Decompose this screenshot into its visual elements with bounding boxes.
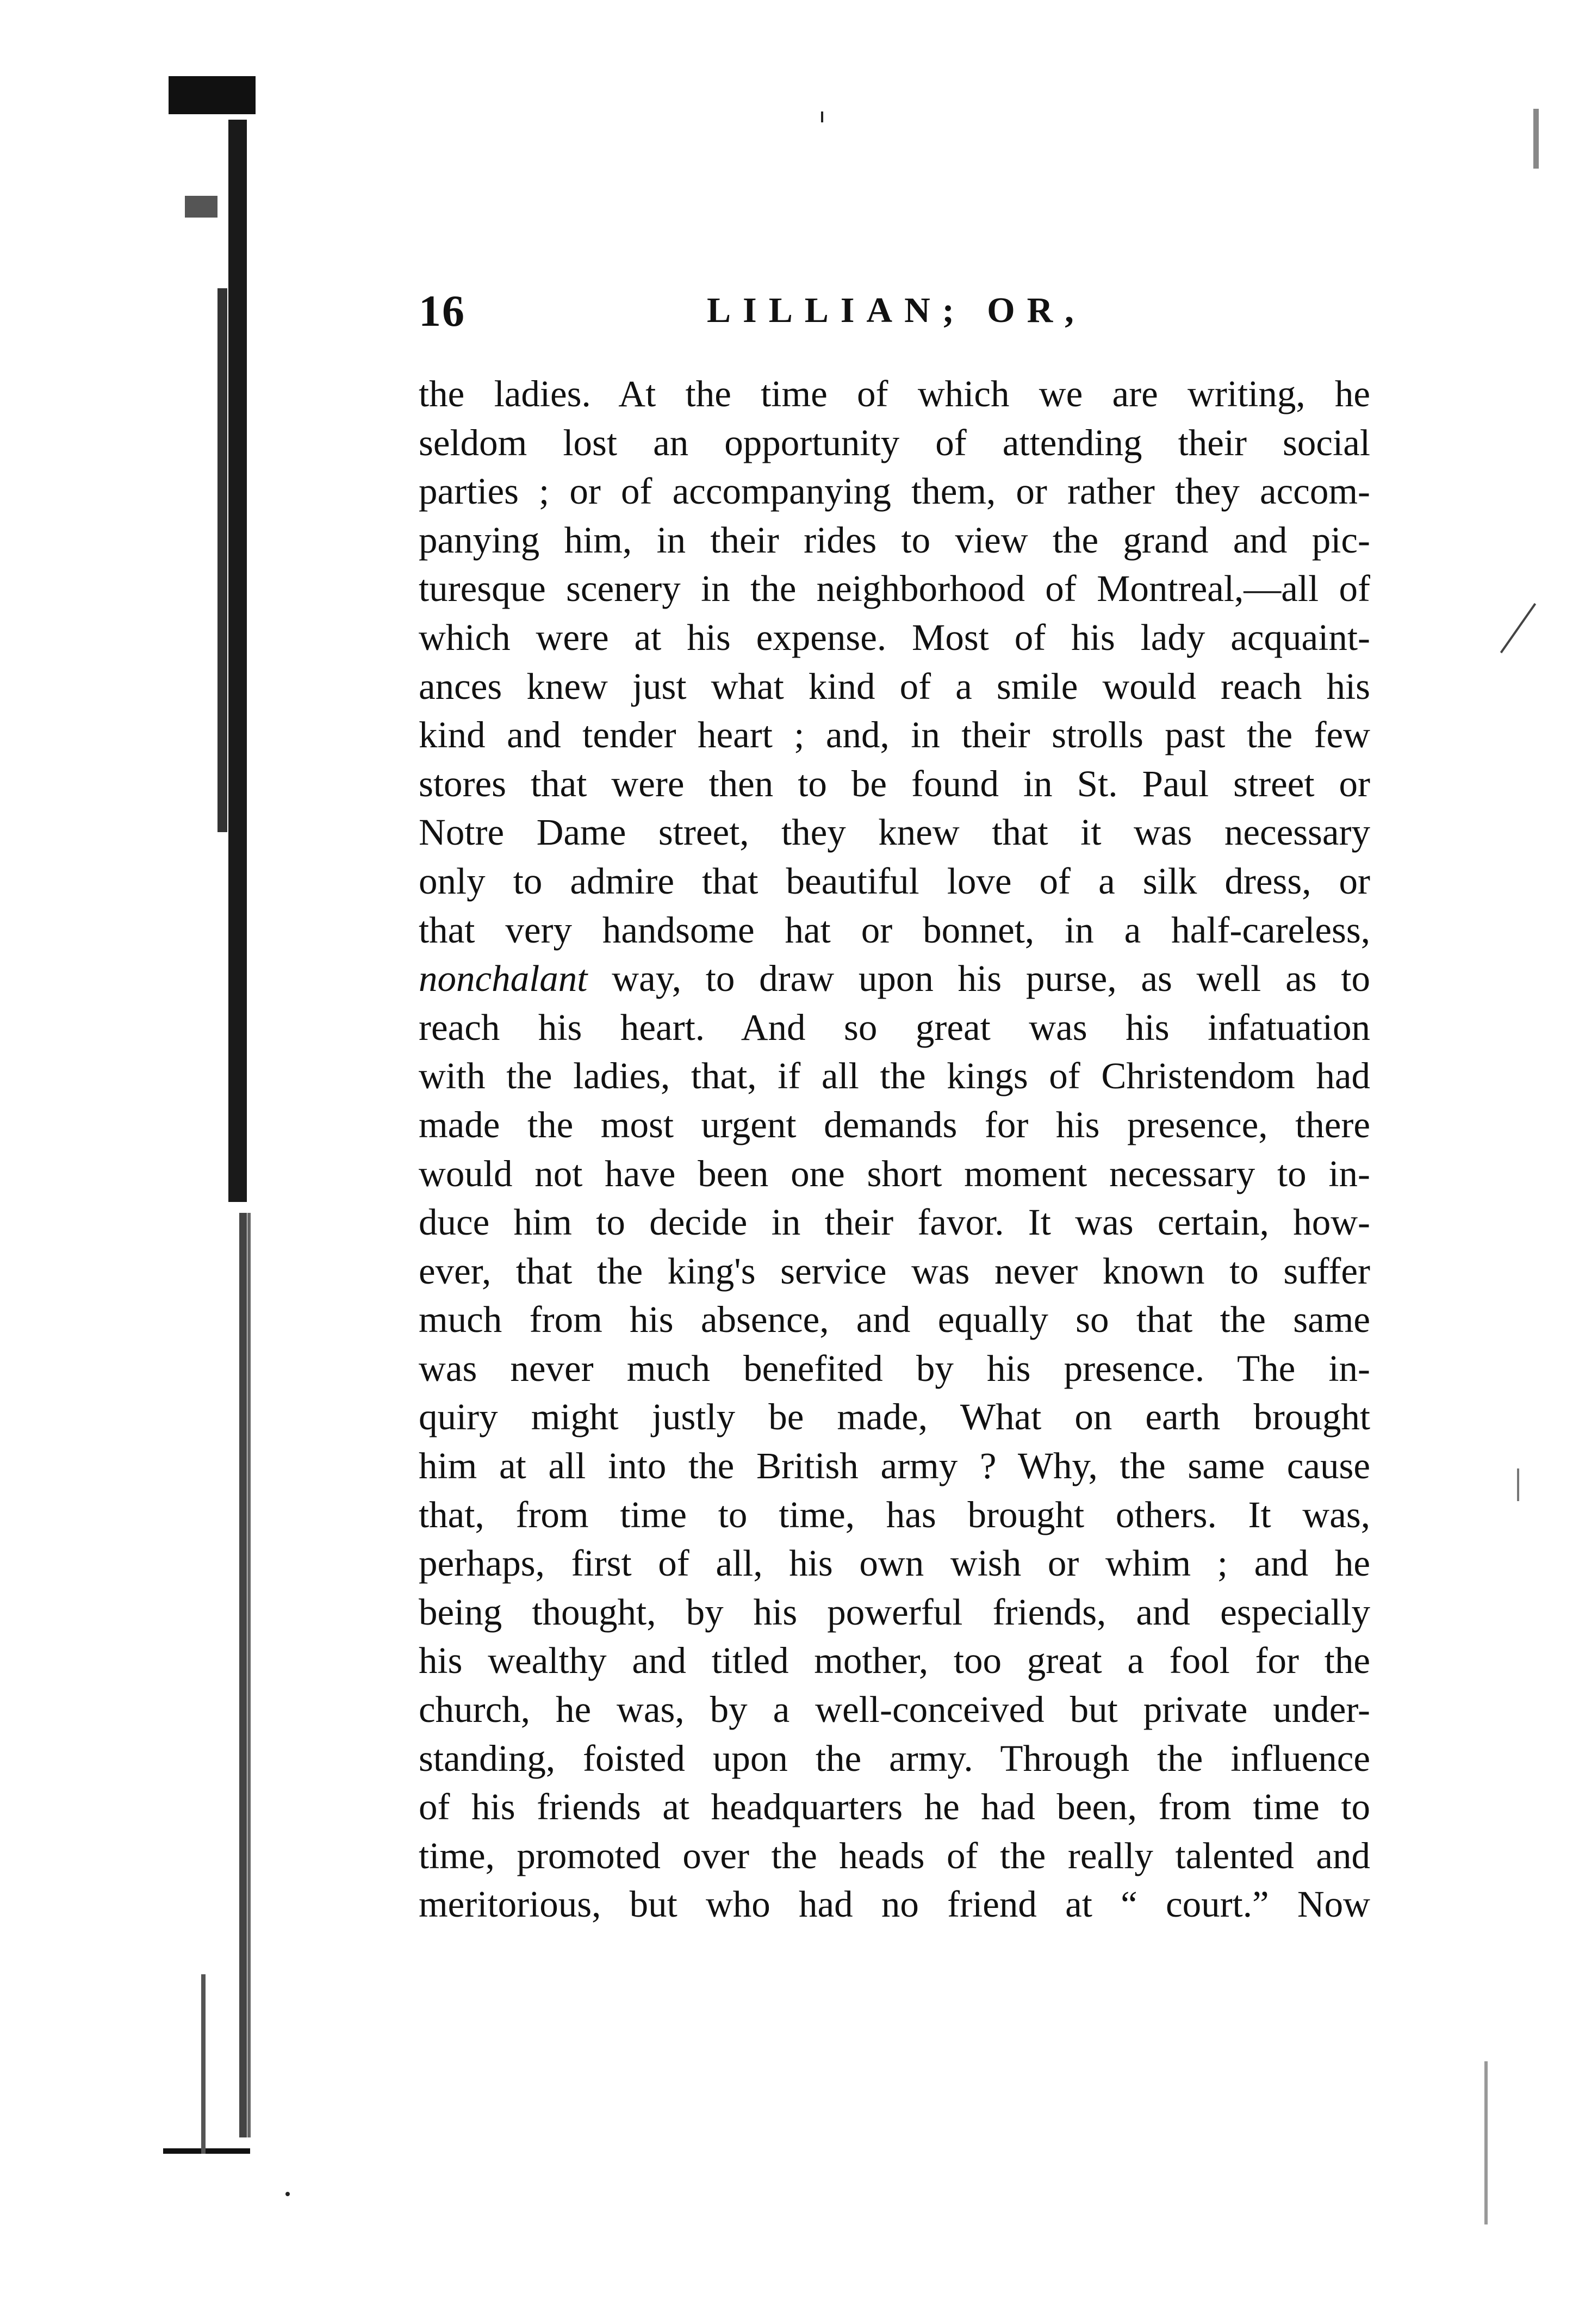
text-line: ever, that the king's service was never known to suffer xyxy=(419,1250,1370,1292)
binding-shadow xyxy=(163,71,261,2165)
scan-mark xyxy=(1517,1468,1519,1501)
text-line: kind and tender heart ; and, in their strolls past the few xyxy=(419,714,1370,756)
text-line: him at all into the British army ? Why, the same cause xyxy=(419,1445,1370,1487)
scan-mark xyxy=(1533,109,1539,169)
text-line: perhaps, first of all, his own wish or whim ; and he xyxy=(419,1542,1370,1584)
scan-mark xyxy=(821,111,823,122)
text-line: time, promoted over the heads of the really talented and xyxy=(419,1835,1370,1876)
text-line: his wealthy and titled mother, too great a fool for the xyxy=(419,1640,1370,1682)
text-line: church, he was, by a well-conceived but private under- xyxy=(419,1689,1370,1731)
text-line: Notre Dame street, they knew that it was necessary xyxy=(419,811,1370,853)
text-line-rest: way, to draw upon his purse, as well as to xyxy=(612,958,1370,1000)
running-head: LILLIAN; OR, xyxy=(707,290,1086,330)
text-line: seldom lost an opportunity of attending their social xyxy=(419,422,1370,463)
text-line: was never much benefited by his presence. The in- xyxy=(419,1347,1370,1389)
text-line: only to admire that beautiful love of a silk dress, or xyxy=(419,860,1370,902)
text-line: that very handsome hat or bonnet, in a half-careless, xyxy=(419,909,1370,951)
scan-mark xyxy=(1500,603,1536,653)
scan-mark xyxy=(285,2192,290,2196)
text-line: much from his absence, and equally so that the same xyxy=(419,1299,1370,1341)
text-line: made the most urgent demands for his presence, there xyxy=(419,1104,1370,1145)
text-line: quiry might justly be made, What on earth brought xyxy=(419,1396,1370,1438)
page-header xyxy=(419,280,1365,340)
text-line: panying him, in their rides to view the grand and pic- xyxy=(419,519,1370,561)
text-line: stores that were then to be found in St. Paul street or xyxy=(419,763,1370,804)
text-line: standing, foisted upon the army. Through the influence xyxy=(419,1737,1370,1779)
text-line: with the ladies, that, if all the kings of Christendom had xyxy=(419,1055,1370,1097)
text-line: being thought, by his powerful friends, and especially xyxy=(419,1591,1370,1633)
text-line: ances knew just what kind of a smile would reach his xyxy=(419,665,1370,707)
scan-mark xyxy=(1484,2061,1488,2224)
text-line: turesque scenery in the neighborhood of Montreal,—all of xyxy=(419,568,1370,610)
italic-word: nonchalant xyxy=(419,958,588,1000)
text-line: which were at his expense. Most of his lady acquaint- xyxy=(419,616,1370,658)
page-number: 16 xyxy=(419,286,465,336)
text-line: parties ; or of accompanying them, or rather they accom- xyxy=(419,470,1370,512)
text-line: that, from time to time, has brought others. It was, xyxy=(419,1493,1370,1535)
text-line: reach his heart. And so great was his infatuation xyxy=(419,1006,1370,1048)
text-line-with-italic xyxy=(419,955,1370,1003)
text-line: duce him to decide in their favor. It was certain, how- xyxy=(419,1201,1370,1243)
text-line: meritorious, but who had no friend at “ court.” Now xyxy=(419,1883,1370,1925)
text-line: the ladies. At the time of which we are writing, he xyxy=(419,373,1370,414)
text-line: of his friends at headquarters he had been, from time to xyxy=(419,1786,1370,1828)
text-line: would not have been one short moment necessary to in- xyxy=(419,1152,1370,1194)
body-text xyxy=(419,370,1370,1929)
